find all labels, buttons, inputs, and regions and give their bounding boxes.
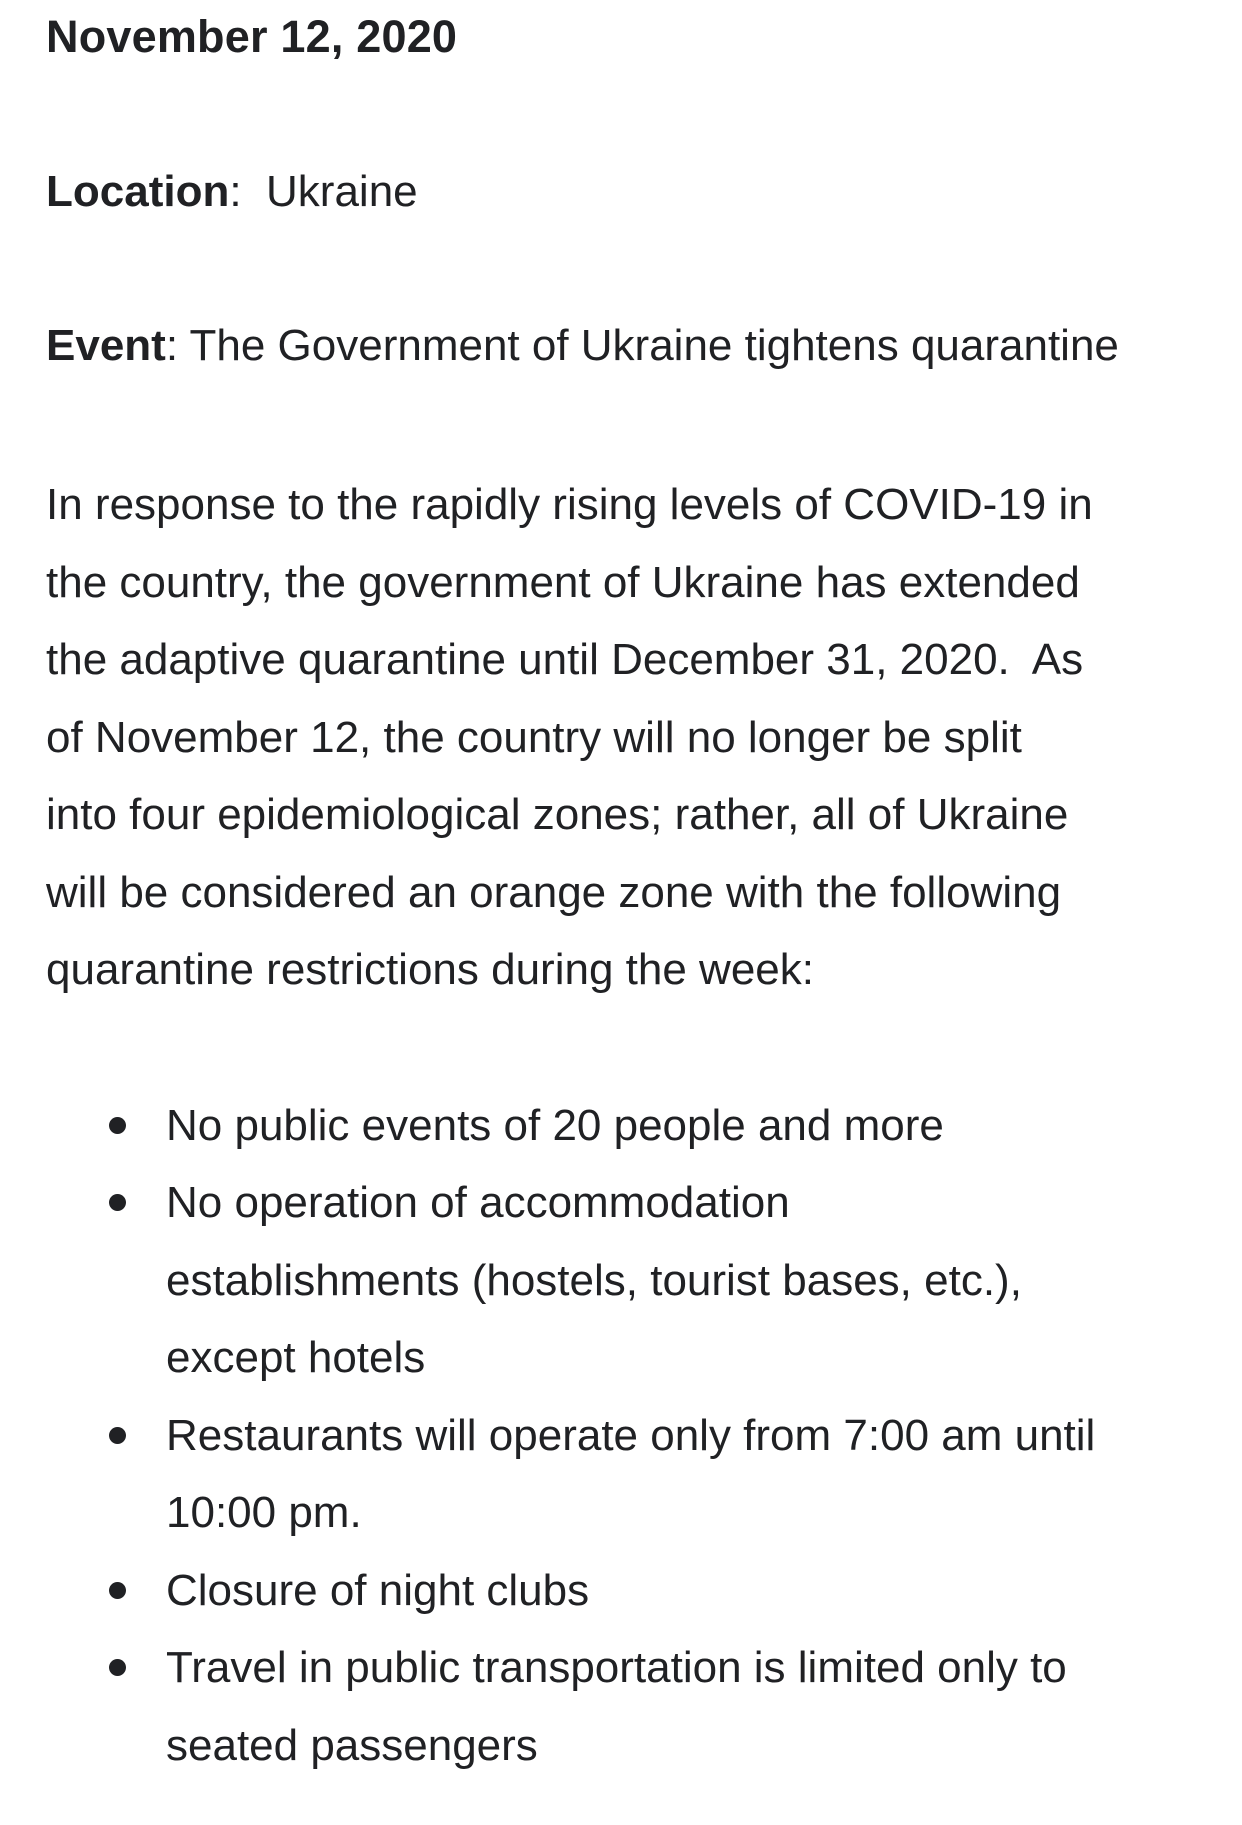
paragraph-line: of November 12, the country will no longer be split [46,712,1022,762]
restriction-item-line: Closure of night clubs [166,1565,590,1615]
event-separator: : [165,321,190,370]
restriction-item-line: seated passengers [166,1720,538,1770]
restriction-item [46,1397,1216,1552]
restriction-item-line: Restaurants will operate only from 7:00 am until [166,1410,1096,1460]
bullet-dot-icon [109,1194,126,1211]
advisory-date: November 12, 2020 [46,11,458,62]
restriction-item-line: No public events of 20 people and more [166,1100,944,1150]
event-line [46,315,1196,377]
paragraph-line: the adaptive quarantine until December 31, 2020. As [46,635,1084,684]
restriction-item [46,1629,1216,1784]
location-line [46,161,1196,223]
restriction-item [46,1087,1216,1165]
bullet-dot-icon [109,1427,126,1444]
paragraph-line: the country, the government of Ukraine has extended [46,557,1080,607]
advisory-body-paragraph [46,466,1206,1009]
location-separator: : [229,167,267,216]
bullet-dot-icon [109,1582,126,1599]
restriction-item [46,1552,1216,1630]
bullet-dot-icon [109,1659,126,1676]
paragraph-line: In response to the rapidly rising levels of COVID-19 in [46,480,1093,529]
event-label: Event [46,321,166,370]
paragraph-line: quarantine restrictions during the week: [46,945,814,994]
restrictions-list [46,1087,1196,1785]
restriction-item [46,1164,1216,1397]
restriction-item-line: No operation of accommodation [166,1178,790,1227]
restriction-item-line: establishments (hostels, tourist bases, etc.), [166,1255,1022,1305]
location-label: Location [46,167,230,216]
restriction-item-line: 10:00 pm. [166,1488,362,1537]
event-value: The Government of Ukraine tightens quarantine [189,321,1119,370]
bullet-dot-icon [109,1117,126,1134]
restriction-item-line: except hotels [166,1333,426,1382]
paragraph-line: into four epidemiological zones; rather, all of Ukraine [46,790,1069,839]
restriction-item-line: Travel in public transportation is limited only to [166,1643,1067,1692]
paragraph-line: will be considered an orange zone with the following [46,867,1062,917]
location-value: Ukraine [266,167,418,216]
